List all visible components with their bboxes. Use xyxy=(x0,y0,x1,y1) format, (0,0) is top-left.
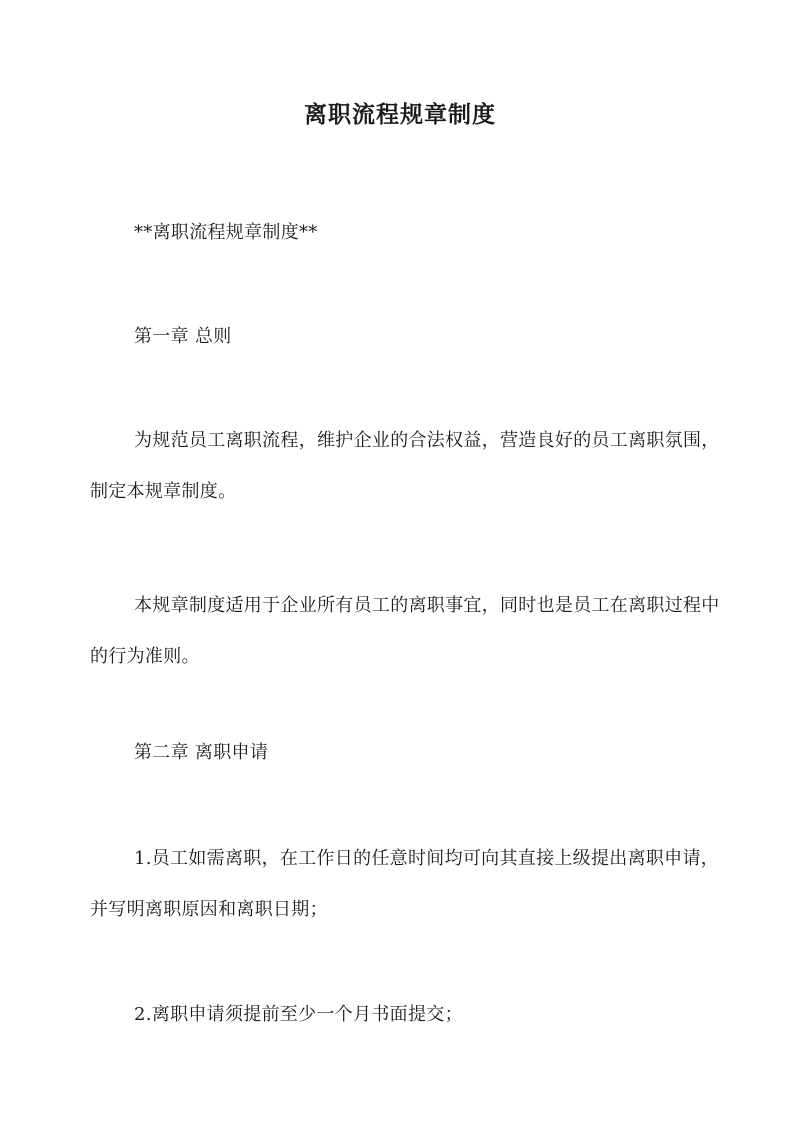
chapter2-paragraph-1: 1.员工如需离职，在工作日的任意时间均可向其直接上级提出离职申请，并写明离职原因和离职日期； xyxy=(90,848,720,920)
chapter2-heading: 第二章 离职申请 xyxy=(134,742,269,763)
chapter1-heading: 第一章 总则 xyxy=(134,326,232,347)
document-title: 离职流程规章制度 xyxy=(304,101,496,128)
chapter1-paragraph-2: 本规章制度适用于企业所有员工的离职事宜，同时也是员工在离职过程中的行为准则。 xyxy=(90,595,720,667)
document-subtitle: **离职流程规章制度** xyxy=(134,222,318,243)
chapter2-paragraph-2: 2.离职申请须提前至少一个月书面提交； xyxy=(134,1004,463,1025)
chapter1-paragraph-1: 为规范员工离职流程，维护企业的合法权益，营造良好的员工离职氛围，制定本规章制度。 xyxy=(90,430,720,502)
